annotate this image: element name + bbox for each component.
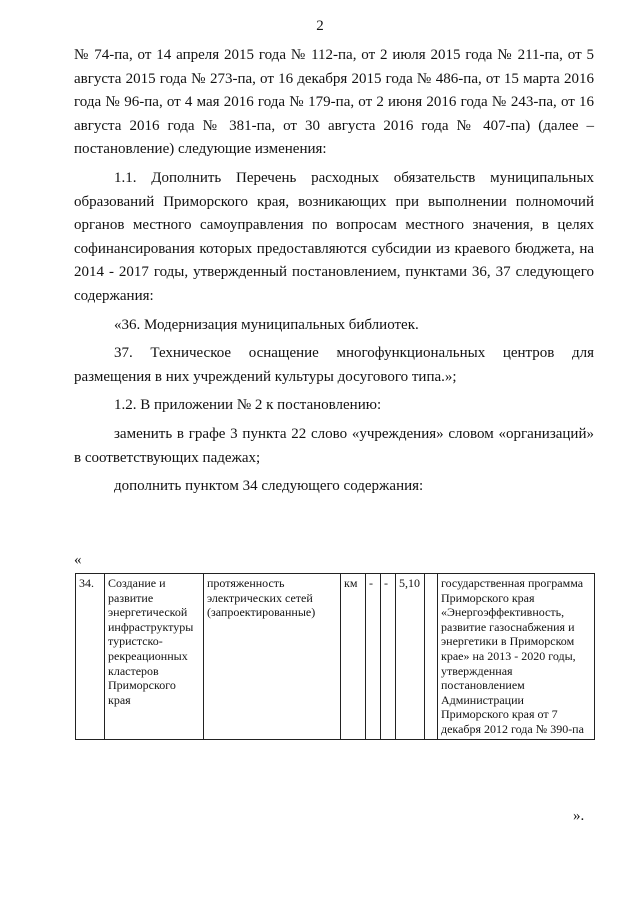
table-row <box>76 574 595 740</box>
paragraph-item-37: 37. Техническое оснащение многофункциональных центров для размещения в них учреждений культуры досугового типа.»; <box>74 345 594 385</box>
cell-dash-1: - <box>366 574 381 740</box>
paragraph-item-36: «36. Модернизация муниципальных библиотек. <box>114 316 419 333</box>
close-quote: ». <box>573 808 585 824</box>
body-text <box>74 44 594 504</box>
page-number: 2 <box>316 18 324 34</box>
paragraph-continuation: № 74-па, от 14 апреля 2015 года № 112-па, от 2 июля 2015 года № 211-па, от 5 августа 2015 года № 273-па, от 16 декабря 2015 года № 486-па, от 15 марта 2016 года № 96-па, от 4 мая 2016 года № 179-па, от 2 июня 2016 года № 243-па, от 16 августа 2016 года № 381-па, от 30 августа 2016 года № 407-па) (далее – постановление) следующие изменения: <box>74 47 594 158</box>
cell-number: 34. <box>76 574 105 740</box>
cell-indicator: протяженность электрических сетей (запроектированные) <box>204 574 341 740</box>
paragraph-add-item: дополнить пунктом 34 следующего содержания: <box>114 478 424 495</box>
open-quote: « <box>74 552 82 568</box>
insert-table <box>75 573 595 740</box>
cell-unit: км <box>341 574 366 740</box>
cell-value: 5,10 <box>396 574 425 740</box>
cell-program: государственная программа Приморского края «Энергоэффективность, развитие газоснабжения и энергетики в Приморском крае» на 2013 - 2020 годы, утвержденная постановлением Администрации Приморского края от 7 декабря 2012 года № 390-па <box>438 574 595 740</box>
paragraph-1-2: 1.2. В приложении № 2 к постановлению: <box>114 397 382 414</box>
cell-dash-2: - <box>381 574 396 740</box>
cell-name: Создание и развитие энергетической инфраструктуры туристско-рекреационных кластеров Приморского края <box>105 574 204 740</box>
cell-empty <box>425 574 438 740</box>
paragraph-1-1: 1.1. Дополнить Перечень расходных обязательств муниципальных образований Приморского края, возникающих при выполнении полномочий органов местного самоуправления по вопросам местного значения, в целях софинансирования которых предоставляются субсидии из краевого бюджета, на 2014 - 2017 годы, утвержденный постановлением, пунктами 36, 37 следующего содержания: <box>74 169 594 304</box>
paragraph-replace: заменить в графе 3 пункта 22 слово «учреждения» словом «организаций» в соответствующих падежах; <box>74 425 594 466</box>
